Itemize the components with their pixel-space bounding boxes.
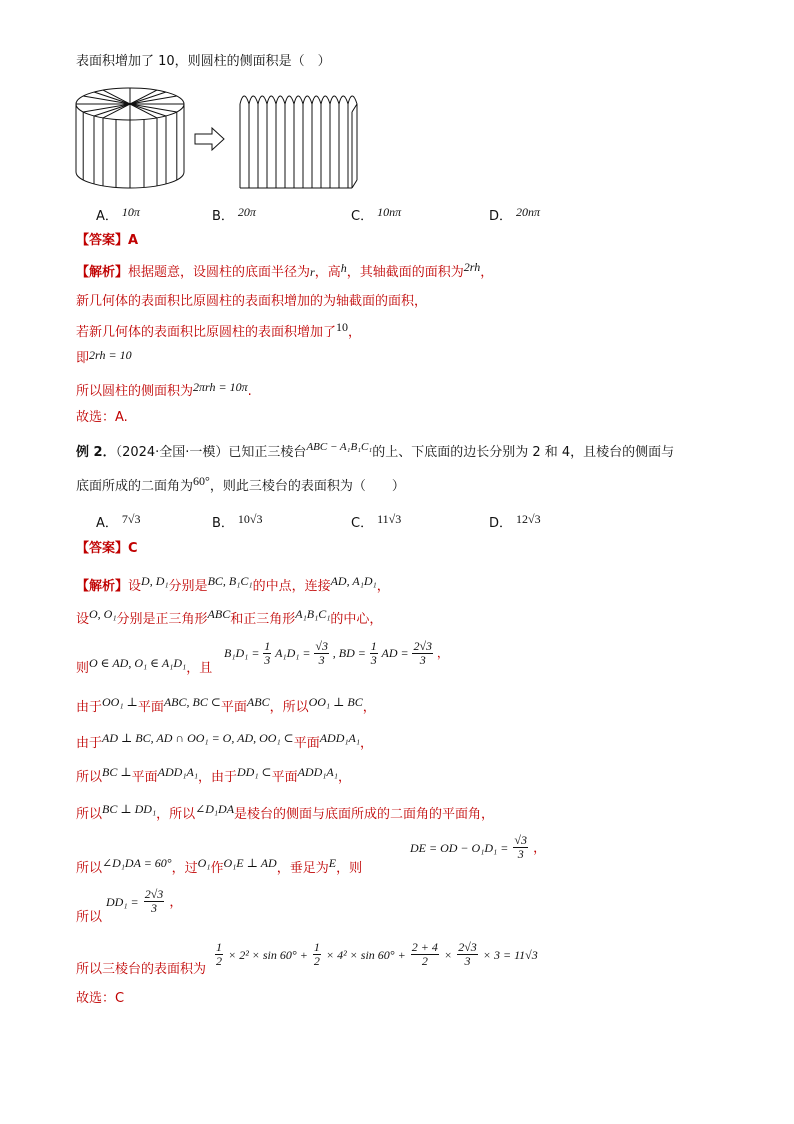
math: DD₁ = xyxy=(106,895,139,909)
math: × 3 = 11√3 xyxy=(482,948,538,962)
q2-analysis-line6 xyxy=(76,765,351,786)
q1-analysis-line5 xyxy=(76,380,252,400)
text: 根据题意，设圆柱的底面半径为 xyxy=(128,265,311,280)
math: × 4² × sin 60° + xyxy=(325,948,406,962)
math: BC ⊥ DD₁ xyxy=(102,802,157,816)
text: 平面 xyxy=(271,770,298,785)
math-eq: 2πrh = 10π xyxy=(193,380,248,394)
num: 2√3 xyxy=(144,887,164,901)
option-letter: C． xyxy=(351,516,374,531)
q2-option-b[interactable] xyxy=(212,512,263,531)
q2-line3-formula xyxy=(224,640,449,667)
math: × 2² × sin 60° + xyxy=(228,948,308,962)
text: ，过 xyxy=(171,861,198,876)
math: AD, A₁D₁ xyxy=(330,574,377,588)
math: E xyxy=(328,856,337,870)
math: O₁E ⊥ AD xyxy=(223,856,277,870)
q1-stem: 表面积增加了 10，则圆柱的侧面积是（ ） xyxy=(76,54,331,69)
text: ， xyxy=(376,579,390,594)
text: 是棱台的侧面与底面所成的二面角的平面角， xyxy=(234,807,495,822)
q2-analysis-line8 xyxy=(76,856,363,877)
text: ， xyxy=(480,265,494,280)
text: ， xyxy=(169,895,183,910)
math: OO₁ ⊥ xyxy=(102,695,138,709)
text: 底面所成的二面角为 xyxy=(76,479,194,494)
math: OO₁ ⊥ BC xyxy=(308,695,363,709)
fraction xyxy=(412,640,433,667)
math: DE = OD − O₁D₁ = xyxy=(410,841,509,855)
q2-analysis-line9 xyxy=(76,910,102,926)
den: 3 xyxy=(370,653,377,667)
text: ， xyxy=(337,770,351,785)
q2-analysis-line3 xyxy=(76,656,213,677)
text: ，则 xyxy=(336,861,363,876)
option-letter: A． xyxy=(96,516,118,531)
text: ， xyxy=(360,736,374,751)
text: ，垂足为 xyxy=(276,861,329,876)
q1-answer: 【答案】A xyxy=(76,233,139,248)
math: ADD₁A₁ xyxy=(297,765,338,779)
math: ABC xyxy=(246,695,270,709)
option-letter: B． xyxy=(212,209,234,224)
text: 所以 xyxy=(76,861,103,876)
text: ，所以 xyxy=(269,700,309,715)
num: 1 xyxy=(370,639,377,653)
text: 即 xyxy=(76,351,90,366)
analysis-tag: 【解析】 xyxy=(76,265,129,280)
q2-analysis-line5 xyxy=(76,731,374,752)
q2-choose: 故选：C xyxy=(76,991,125,1006)
q2-analysis-line2 xyxy=(76,607,383,628)
text: 作 xyxy=(210,861,224,876)
analysis-tag: 【解析】 xyxy=(76,579,129,594)
fraction xyxy=(411,941,439,968)
den: 2 xyxy=(216,954,222,968)
text: 所以三棱台的表面积为 xyxy=(76,962,207,977)
q2-option-c[interactable] xyxy=(351,512,402,531)
math: ∠D₁DA = 60° xyxy=(102,856,172,870)
den: 2 xyxy=(313,954,320,968)
cylinder-transform-figure xyxy=(72,84,372,194)
fraction xyxy=(314,640,329,667)
text: ， xyxy=(436,646,449,660)
text: 的中点，连接 xyxy=(252,579,331,594)
q1-analysis-line1 xyxy=(76,260,494,281)
option-letter: D． xyxy=(489,516,513,531)
math: O, O₁ xyxy=(89,607,117,621)
math: A₁D₁ = xyxy=(275,646,311,660)
text: 和正三角形 xyxy=(230,612,296,627)
math: O₁ xyxy=(197,856,211,870)
math-frustum: ABC − A₁B₁C₁ xyxy=(306,441,373,453)
text: 平面 xyxy=(131,770,158,785)
q2-line9-formula xyxy=(106,888,182,915)
example-label: 例 2． xyxy=(76,445,116,460)
q1-analysis-line4 xyxy=(76,350,132,367)
text: 若新几何体的表面积比原圆柱的表面积增加了 xyxy=(76,325,337,340)
den: 2 xyxy=(421,954,428,968)
q2-analysis-line1 xyxy=(76,574,390,595)
text: （2024·全国·一模）已知正三棱台 xyxy=(115,445,307,460)
math: AD ⊥ BC, AD ∩ OO₁ = O, AD, OO₁ ⊂ xyxy=(102,731,294,745)
q2-analysis-line4 xyxy=(76,695,376,716)
fraction xyxy=(313,941,321,968)
text: 分别是 xyxy=(168,579,208,594)
math: B₁D₁ = xyxy=(224,646,260,660)
num: 2 + 4 xyxy=(411,940,438,954)
math: ∠D₁DA xyxy=(195,802,235,816)
math: ABC xyxy=(207,607,231,621)
q2-line10-formula xyxy=(215,941,538,968)
math: A₁B₁C₁ xyxy=(295,607,331,621)
q2-analysis-line7 xyxy=(76,802,495,823)
num: 2√3 xyxy=(458,940,477,954)
math-10: 10 xyxy=(336,320,349,334)
math: BC ⊥ xyxy=(102,765,132,779)
math: ADD₁A₁ xyxy=(157,765,198,779)
text: 设 xyxy=(76,612,90,627)
text: 所以 xyxy=(76,910,103,925)
q1-option-c[interactable] xyxy=(351,205,402,224)
num: 1 xyxy=(264,639,271,653)
den: 3 xyxy=(517,847,524,861)
num: √3 xyxy=(315,639,328,653)
text: 的上、下底面的边长分别为 2 和 4，且棱台的侧面与 xyxy=(372,445,675,460)
text: ，高 xyxy=(314,265,341,280)
math: ABC, BC ⊂ xyxy=(163,695,221,709)
option-value: 11√3 xyxy=(377,512,402,526)
q2-answer: 【答案】C xyxy=(76,541,138,556)
text: 平面 xyxy=(293,736,320,751)
text: 由于 xyxy=(76,700,103,715)
fraction xyxy=(370,640,378,667)
fraction xyxy=(215,941,223,968)
q1-choose: 故选：A. xyxy=(76,410,128,425)
math: BC, B₁C₁ xyxy=(207,574,253,588)
text: ，所以 xyxy=(156,807,196,822)
q1-analysis-line3 xyxy=(76,320,362,341)
text: ，且 xyxy=(186,661,213,676)
fraction xyxy=(513,834,528,861)
text: . xyxy=(247,384,252,399)
q1-analysis-line2: 新几何体的表面积比原圆柱的表面积增加的为轴截面的面积， xyxy=(76,294,428,309)
den: 3 xyxy=(151,901,157,915)
option-value: 10√3 xyxy=(237,512,263,526)
fraction xyxy=(144,888,165,915)
text: 的中心， xyxy=(330,612,383,627)
math-r: r xyxy=(310,265,315,279)
text: ， xyxy=(348,325,362,340)
text: 由于 xyxy=(76,736,103,751)
text: ， xyxy=(362,700,376,715)
text: 平面 xyxy=(137,700,164,715)
num: 2√3 xyxy=(413,639,433,653)
text: ，由于 xyxy=(198,770,238,785)
num: √3 xyxy=(514,833,527,847)
option-value: 10nπ xyxy=(377,205,402,219)
option-value: 7√3 xyxy=(121,512,141,526)
math: AD = xyxy=(381,646,409,660)
option-value: 10π xyxy=(121,205,140,219)
text: ，则此三棱台的表面积为（ ） xyxy=(209,479,405,494)
den: 3 xyxy=(464,954,471,968)
math: , BD = xyxy=(332,646,366,660)
text: 平面 xyxy=(220,700,247,715)
fraction xyxy=(457,941,478,968)
fraction xyxy=(263,640,271,667)
den: 3 xyxy=(318,653,325,667)
num: 1 xyxy=(313,940,320,954)
math: × xyxy=(443,948,453,962)
text: 所以圆柱的侧面积为 xyxy=(76,384,194,399)
math: O ∈ AD, O₁ ∈ A₁D₁ xyxy=(89,656,187,670)
option-letter: D． xyxy=(489,209,513,224)
text: 设 xyxy=(128,579,142,594)
den: 3 xyxy=(264,653,271,667)
option-value: 20nπ xyxy=(516,205,541,219)
text: 所以 xyxy=(76,807,103,822)
option-letter: B． xyxy=(212,516,234,531)
math-60deg: 60° xyxy=(193,474,210,488)
math-2rh: 2rh xyxy=(463,260,481,274)
text: 分别是正三角形 xyxy=(116,612,208,627)
q2-line8-formula xyxy=(410,834,546,861)
text: ，其轴截面的面积为 xyxy=(346,265,464,280)
option-value: 12√3 xyxy=(516,512,541,526)
q1-option-b[interactable] xyxy=(212,205,256,224)
q1-option-a[interactable] xyxy=(96,205,140,224)
math-h: h xyxy=(340,261,347,275)
den: 3 xyxy=(419,653,426,667)
q1-option-d[interactable] xyxy=(489,205,541,224)
q2-option-d[interactable] xyxy=(489,512,541,531)
q2-option-a[interactable] xyxy=(96,512,141,531)
text: 则 xyxy=(76,661,90,676)
q2-stem-line2 xyxy=(76,474,405,495)
option-value: 20π xyxy=(237,205,256,219)
math: D, D₁ xyxy=(141,574,169,588)
q2-analysis-line10 xyxy=(76,962,206,978)
option-letter: A． xyxy=(96,209,118,224)
num: 1 xyxy=(216,940,222,954)
option-letter: C． xyxy=(351,209,374,224)
math-eq: 2rh = 10 xyxy=(89,348,132,362)
text: ， xyxy=(533,841,547,856)
math: DD₁ ⊂ xyxy=(237,765,272,779)
text: 所以 xyxy=(76,770,103,785)
math: ADD₁A₁ xyxy=(319,731,361,745)
q2-stem-line1 xyxy=(76,441,675,461)
